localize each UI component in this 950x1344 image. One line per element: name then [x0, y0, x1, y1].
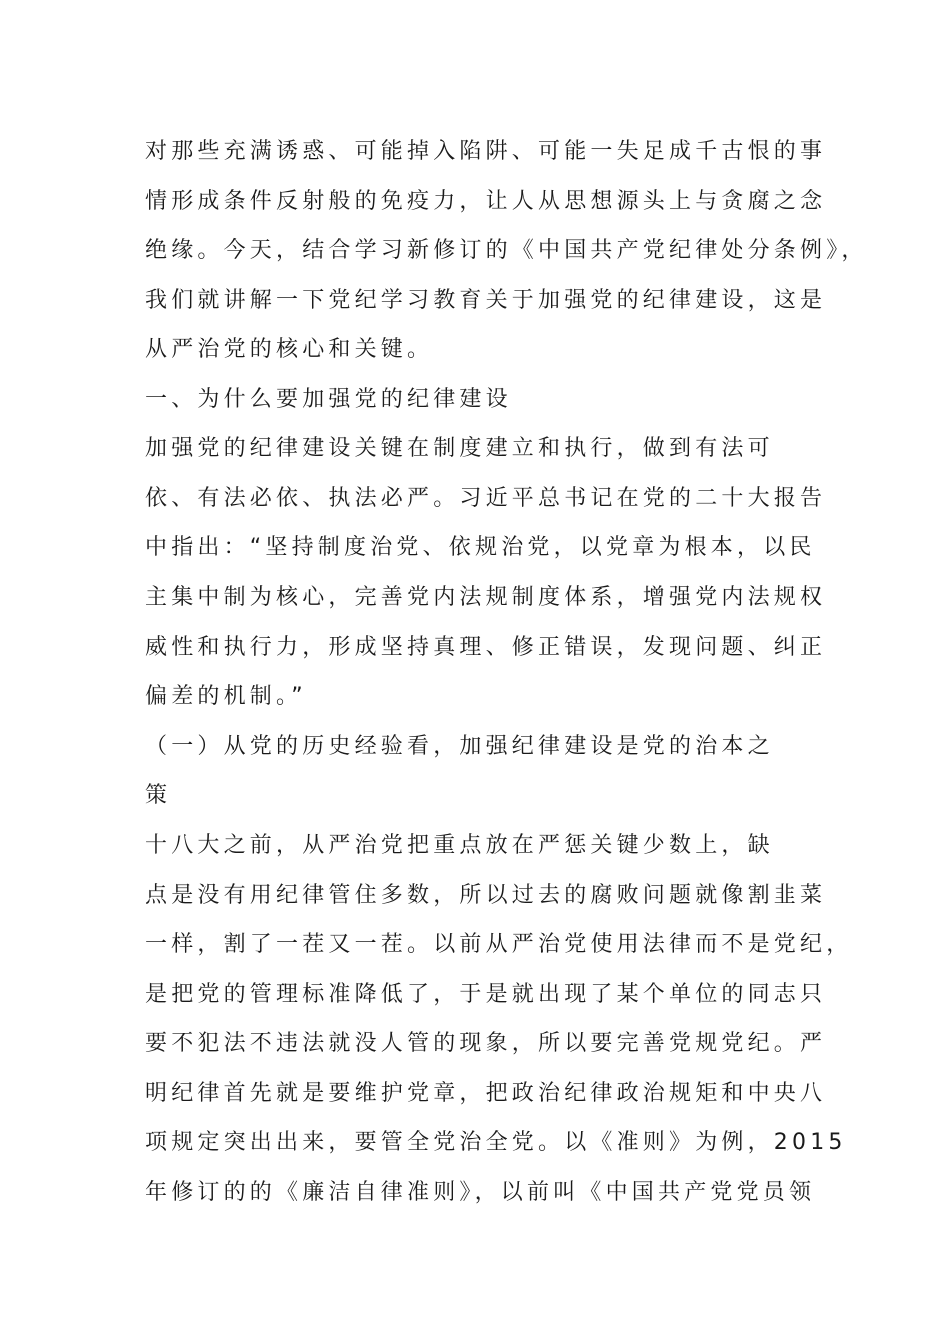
text-line: 情形成条件反射般的免疫力，让人从思想源头上与贪腐之念 [145, 189, 827, 214]
text-line: 要不犯法不违法就没人管的现象，所以要完善党规党纪。严 [145, 1031, 827, 1056]
subsection-heading: （一）从党的历史经验看，加强纪律建设是党的治本之 [145, 734, 774, 759]
text-line: 明纪律首先就是要维护党章，把政治纪律政治规矩和中央八 [145, 1081, 827, 1106]
text-line: 十八大之前，从严治党把重点放在严惩关键少数上，缺 [145, 833, 774, 858]
text-line: 我们就讲解一下党纪学习教育关于加强党的纪律建设，这是 [145, 288, 827, 313]
text-line: 绝缘。今天，结合学习新修订的《中国共产党纪律处分条例》， [145, 238, 868, 263]
text-line: 偏差的机制。” [145, 684, 307, 709]
text-line: 点是没有用纪律管住多数，所以过去的腐败问题就像割韭菜 [145, 883, 827, 908]
text-line: 主集中制为核心，完善党内法规制度体系，增强党内法规权 [145, 585, 827, 610]
subsection-heading: 策 [145, 783, 172, 808]
text-line: 年修订的的《廉洁自律准则》，以前叫《中国共产党党员领 [145, 1180, 816, 1205]
text-line: 依、有法必依、执法必严。习近平总书记在党的二十大报告 [145, 486, 827, 511]
text-line: 一样，割了一茬又一茬。以前从严治党使用法律而不是党纪， [145, 932, 853, 957]
text-line: 加强党的纪律建设关键在制度建立和执行，做到有法可 [145, 436, 774, 461]
text-line: 是把党的管理标准降低了，于是就出现了某个单位的同志只 [145, 982, 827, 1007]
text-line: 对那些充满诱惑、可能掉入陷阱、可能一失足成千古恨的事 [145, 139, 827, 164]
section-heading: 一、为什么要加强党的纪律建设 [145, 387, 512, 412]
text-line: 从严治党的核心和关键。 [145, 337, 434, 362]
text-line: 威性和执行力，形成坚持真理、修正错误，发现问题、纠正 [145, 635, 827, 660]
text-line: 项规定突出出来，要管全党治全党。以《准则》为例，2015 [145, 1130, 847, 1155]
text-line: 中指出：“坚持制度治党、依规治党，以党章为根本，以民 [145, 535, 816, 560]
